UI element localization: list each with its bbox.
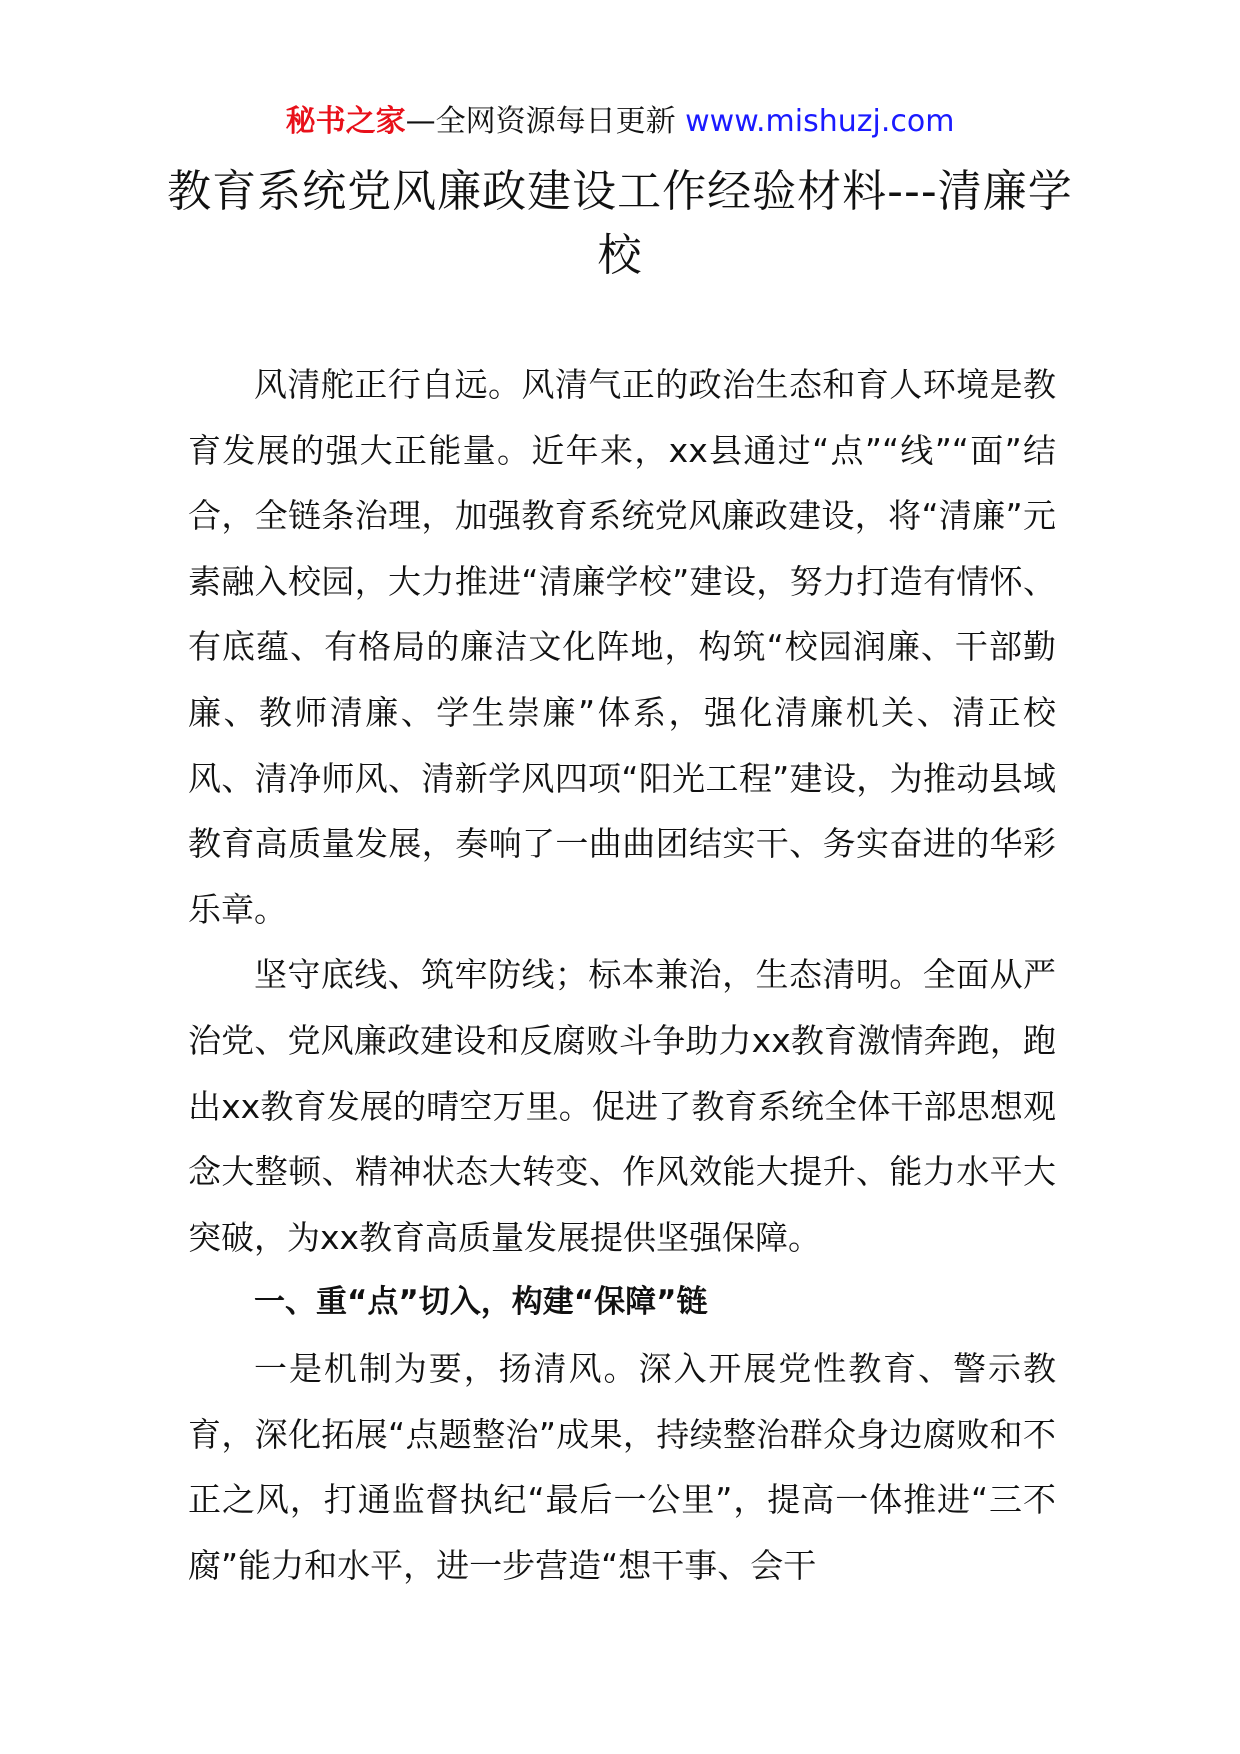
section-paragraph: 一是机制为要，扬清风。深入开展党性教育、警示教育，深化拓展“点题整治”成果，持续整治群众身边腐败和不正之风，打通监督执纪“最后一公里”，提高一体推进“三不腐”能力和水平，进一步营造“想干事、会干	[188, 1348, 1056, 1585]
document-title: 教育系统党风廉政建设工作经验材料---清廉学校	[167, 166, 1073, 281]
site-url-link[interactable]: www.mishuzj.com	[685, 104, 955, 139]
intro-paragraph: 风清舵正行自远。风清气正的政治生态和育人环境是教育发展的强大正能量。近年来，xx县通过“点”“线”“面”结合，全链条治理，加强教育系统党风廉政建设，将“清廉”元素融入校园，大力推进“清廉学校”建设，努力打造有情怀、有底蕴、有格局的廉洁文化阵地，构筑“校园润廉、干部勤廉、教师清廉、学生崇廉”体系，强化清廉机关、清正校风、清净师风、清新学风四项“阳光工程”建设，为推动县域教育高质量发展，奏响了一曲曲团结实干、务实奋进的华彩乐章。	[188, 365, 1056, 929]
section-heading: 一、重“点”切入，构建“保障”链	[254, 1284, 708, 1321]
site-header	[0, 100, 1240, 144]
header-slogan: —全网资源每日更新	[405, 104, 686, 139]
summary-paragraph: 坚守底线、筑牢防线；标本兼治，生态清明。全面从严治党、党风廉政建设和反腐败斗争助力xx教育激情奔跑，跑出xx教育发展的晴空万里。促进了教育系统全体干部思想观念大整顿、精神状态大转变、作风效能大提升、能力水平大突破，为xx教育高质量发展提供坚强保障。	[188, 955, 1056, 1257]
document-body	[188, 352, 1056, 1598]
brand-name: 秘书之家	[285, 104, 406, 139]
